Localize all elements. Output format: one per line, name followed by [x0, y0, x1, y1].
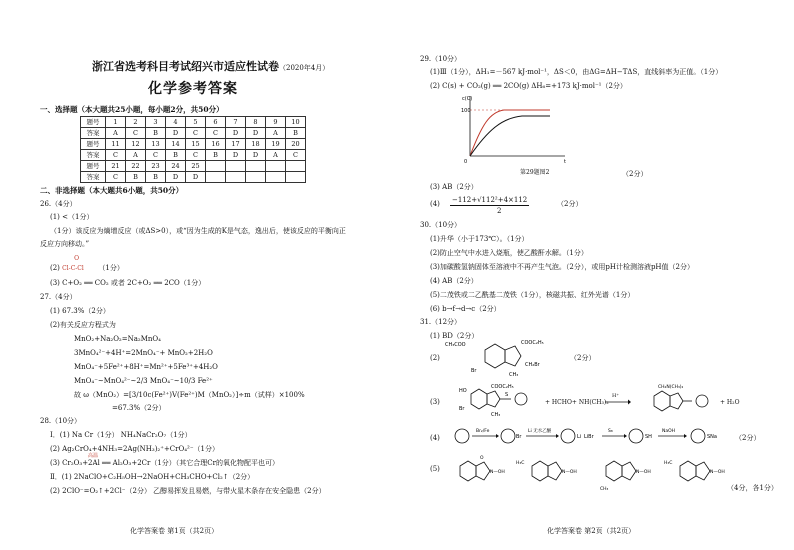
answer-cell — [286, 161, 306, 172]
graph-curve-new — [470, 110, 550, 156]
q31-title: 31.（12分） — [420, 318, 462, 326]
answer-table-row — [81, 161, 306, 172]
isomer-4 — [664, 460, 725, 481]
answer-cell: 5 — [186, 117, 206, 128]
answer-cell: B — [146, 172, 166, 183]
footer-left: 化学答案卷 第1页（共2页） — [130, 527, 219, 535]
answer-cell: C — [146, 150, 166, 161]
q31-structure-5 — [450, 452, 740, 492]
q28-line4: Ⅱ．(1) 2NaClO+C₂H₅OH→2NaOH+CH₃CHO+Cl₂↑（2分） — [50, 473, 255, 481]
graph-curve-original — [470, 116, 550, 156]
iso3-me: CH₃ — [600, 487, 609, 492]
q31-line2: (2) — [430, 354, 440, 362]
q31-line5-score: （4分，各1分） — [727, 484, 778, 492]
q31-structure-3b — [632, 382, 732, 420]
answer-cell — [286, 172, 306, 183]
answer-cell: B — [166, 150, 186, 161]
q31-line4-score: （2分） — [735, 434, 761, 442]
answer-cell: C — [286, 150, 306, 161]
answer-cell: 11 — [106, 139, 126, 150]
route-label-2: SH — [645, 434, 652, 440]
answer-cell: 12 — [126, 139, 146, 150]
answer-cell: B — [206, 150, 226, 161]
route-step-2: LiBr — [584, 434, 594, 440]
q27-line2: (2)有关反应方程式为 — [50, 321, 116, 329]
iso4-me: H₃C — [664, 461, 673, 466]
q30-line4: (4) AB（2分） — [430, 277, 478, 285]
footer-right: 化学答案卷 第2页（共2页） — [547, 527, 636, 535]
q26-title: 26.（4分） — [40, 200, 77, 208]
answer-cell: D — [246, 150, 266, 161]
q31-line3-reagents: + HCHO+ NH(CH₃)₂ — [545, 399, 609, 406]
q30-line5: (5)二茂铁或二乙酰基二茂铁（1分），核磁共振、红外光谱（1分） — [430, 291, 635, 299]
answer-cell: A — [106, 128, 126, 139]
q30-line6: (6) b→f→d→c（2分） — [430, 305, 501, 313]
answer-cell: C — [126, 128, 146, 139]
answer-cell: D — [246, 128, 266, 139]
graph-x-label: t — [564, 159, 566, 165]
answer-cell: 10 — [286, 117, 306, 128]
q26-line3: 反应方向移动。” — [40, 240, 90, 248]
answer-cell: 24 — [166, 161, 186, 172]
answer-cell: 8 — [246, 117, 266, 128]
q27-eq3: MnO₄⁻+5Fe²⁺+8H⁺=Mn²⁺+5Fe³⁺+4H₂O — [74, 363, 218, 371]
answer-cell: 17 — [226, 139, 246, 150]
s3-label-2: Br — [459, 406, 465, 412]
iso4-n: N—OH — [710, 470, 725, 475]
answer-cell: 19 — [266, 139, 286, 150]
answer-cell: 23 — [146, 161, 166, 172]
q30-line3: (3)加碳酸氢钠固体至溶液中不再产生气泡。（2分），或用pH计检测溶液pH值（2分） — [430, 263, 694, 271]
q31-line3-catalyst: H⁺ — [612, 393, 619, 399]
answer-cell: 3 — [146, 117, 166, 128]
s2-label-1: COOC₂H₅ — [521, 340, 544, 346]
q31-line3: (3) — [430, 398, 440, 406]
s2-label-3: CH₂Br — [525, 362, 540, 368]
route-label-0: Br — [516, 434, 522, 440]
q29-line4-label: (4) — [430, 200, 440, 208]
section1-heading: 一、选择题（本大题共25小题，每小题2分，共50分） — [40, 105, 224, 114]
answer-cell: 1 — [106, 117, 126, 128]
q27-eq4: MnO₄⁻~MnO₄²⁻~2/3 MnO₄⁻~10/3 Fe²⁺ — [74, 377, 213, 385]
q31-line3-product: + H₂O — [720, 399, 740, 406]
s2-label-0: CH₃COO — [445, 342, 466, 348]
q30-title: 30.（10分） — [420, 221, 462, 229]
route-label-1: Li — [577, 434, 582, 440]
q27-formula: 故 ω（MnO₂）=[3/10c(Fe²⁺)V(Fe²⁺)M（MnO₂）]÷m（试样）×100% — [74, 391, 305, 399]
answer-cell — [246, 161, 266, 172]
q31-line4: (4) — [430, 434, 440, 442]
answer-cell: B — [126, 172, 146, 183]
answer-row-label: 题号 — [81, 117, 106, 128]
reaction-arrow-3 — [604, 398, 632, 406]
s3-label-4: S — [505, 392, 509, 398]
graph-y-label: c(C) — [462, 96, 473, 102]
isomer-2 — [516, 460, 577, 481]
answer-cell: A — [266, 128, 286, 139]
answer-cell: 25 — [186, 161, 206, 172]
q30-line1: (1)升华（小于173℃）。（1分） — [430, 235, 529, 243]
q28-line5: (2) 2ClO⁻=O₂↑+2Cl⁻（2分） 乙醇易挥发且易燃，与带火星木条存在安全隐患（2分） — [50, 487, 326, 495]
answer-cell — [246, 172, 266, 183]
answer-row-label: 题号 — [81, 139, 106, 150]
q29-graph — [460, 94, 570, 166]
answer-table-row — [81, 128, 306, 139]
answer-cell: 14 — [166, 139, 186, 150]
s2-label-4: CH₃ — [509, 372, 519, 378]
answer-cell: B — [286, 128, 306, 139]
q31-route-4 — [450, 424, 740, 448]
answer-cell: C — [106, 150, 126, 161]
isomer-1 — [460, 455, 505, 481]
answer-cell: D — [166, 172, 186, 183]
answer-table-row — [81, 139, 306, 150]
route-step-1: Li 无水乙醚 — [528, 429, 552, 434]
answer-row-label: 答案 — [81, 172, 106, 183]
q28-title: 28.（10分） — [40, 417, 82, 425]
route-label-3: SNa — [707, 434, 717, 440]
q27-result: =67.3%（2分） — [112, 404, 166, 412]
q29-numerator: −112+√112²+4×112 — [452, 196, 528, 204]
answer-cell: A — [126, 150, 146, 161]
answer-cell: 15 — [186, 139, 206, 150]
answer-cell: B — [146, 128, 166, 139]
q29-title: 29.（10分） — [420, 55, 462, 63]
answer-cell: D — [226, 128, 246, 139]
answer-cell — [266, 172, 286, 183]
answer-table — [80, 116, 306, 183]
answer-table-row — [81, 117, 306, 128]
answer-cell: C — [186, 150, 206, 161]
q27-eq1: MnO₂+Na₂O₂=Na₂MnO₄ — [74, 335, 161, 343]
iso1-n: N—OH — [490, 470, 505, 475]
q26-line1: (1) <（1分） — [50, 213, 94, 221]
exam-date: （2020年4月） — [279, 64, 330, 72]
q31-structure-3a — [445, 382, 545, 420]
answer-cell: 2 — [126, 117, 146, 128]
answer-cell — [226, 172, 246, 183]
q27-title: 27.（4分） — [40, 293, 77, 301]
answer-cell: D — [166, 128, 186, 139]
answer-cell: C — [106, 172, 126, 183]
q29-line2: (2) C(s) + CO₂(g) ══ 2CO(g) ΔH₆=+173 kJ·mol⁻¹（2分） — [430, 82, 627, 90]
carbonyl-oxygen: O — [74, 255, 80, 262]
q28-line2: (2) Ag₂CrO₄+4NH₃=2Ag(NH₃)₂⁺+CrO₄²⁻（1分） — [50, 445, 220, 453]
section2-heading: 二、非选择题（本大题共6小题，共50分） — [40, 186, 184, 195]
answer-row-label: 答案 — [81, 128, 106, 139]
answer-cell: A — [266, 150, 286, 161]
graph-tick-100: 100 — [461, 108, 471, 114]
answer-cell — [206, 161, 226, 172]
answer-cell: D — [226, 150, 246, 161]
q31-line5: (5) — [430, 465, 440, 473]
isomer-3 — [600, 461, 651, 492]
route-step-0: Br₂/Fe — [476, 429, 490, 434]
q26-line4: (2) O Cl-C-Cl （1分） — [50, 255, 124, 272]
answer-cell — [206, 172, 226, 183]
route-step-3: S₈ — [608, 429, 613, 434]
answer-cell: C — [186, 128, 206, 139]
q28-line1: Ⅰ．(1) Na Cr（1分） NH₄NaCr₂O₇（1分） — [50, 431, 192, 439]
s3-label-1: COOC₂H₅ — [491, 384, 514, 390]
answer-cell: 4 — [166, 117, 186, 128]
s3-label-0: HO — [459, 388, 467, 394]
page-title: 化学参考答案 — [148, 81, 238, 97]
answer-cell: C — [206, 128, 226, 139]
exam-title: 浙江省选考科目考试绍兴市适应性试卷（2020年4月） — [92, 60, 330, 73]
answer-cell — [226, 161, 246, 172]
answer-table-row — [81, 172, 306, 183]
q31-line1: (1) BD（2分） — [430, 332, 479, 340]
q27-eq2: 3MnO₄²⁻+4H⁺=2MnO₄⁻+ MnO₂+2H₂O — [74, 349, 213, 357]
iso2-n: N—OH — [562, 470, 577, 475]
q30-line2: (2)防止空气中水进入烧瓶，使乙酸酐水解。（1分） — [430, 249, 588, 257]
answer-cell: 16 — [206, 139, 226, 150]
answer-cell: 18 — [246, 139, 266, 150]
graph-caption: 第29题图2 — [520, 169, 550, 176]
answer-cell: 6 — [206, 117, 226, 128]
q29-line1: (1)Ⅲ（1分），ΔH₁=－567 kJ·mol⁻¹，ΔS＜0，由ΔG=ΔH−TΔS，直线斜率为正值。（1分） — [430, 68, 723, 76]
answer-cell: D — [186, 172, 206, 183]
q29-line3: (3) AB（2分） — [430, 183, 478, 191]
answer-row-label: 题号 — [81, 161, 106, 172]
s3-label-3: CH₃ — [491, 412, 501, 418]
s3b-label-5: CH₂N(CH₃)₂ — [658, 385, 684, 390]
answer-cell: 22 — [126, 161, 146, 172]
graph-origin: 0 — [464, 159, 468, 165]
q29-line4-score: （2分） — [557, 200, 583, 208]
answer-cell: 7 — [226, 117, 246, 128]
route-step-4: NaOH — [662, 429, 676, 434]
q26-line2: （1分）该反应为熵增反应（或ΔS>0），或“因为生成的K是气态，逸出后，使该反应的平衡向正 — [50, 227, 346, 235]
s2-label-2: Br — [471, 368, 477, 374]
q28-line3: (3) Cr₂O₃+2Al ══ Al₂O₃+2Cr（1分）（其它合理Cr的氧化物配平也可） — [50, 459, 280, 467]
answer-cell: 13 — [146, 139, 166, 150]
q31-structure-2 — [445, 336, 565, 380]
phosgene-structure: Cl-C-Cl — [62, 265, 84, 272]
answer-cell: 9 — [266, 117, 286, 128]
answer-cell — [266, 161, 286, 172]
answer-row-label: 答案 — [81, 150, 106, 161]
iso3-n: N—OH — [636, 470, 651, 475]
q27-line1: (1) 67.3%（2分） — [50, 307, 110, 315]
answer-cell: 20 — [286, 139, 306, 150]
iso2-me: H₃C — [516, 461, 525, 466]
answer-table-row — [81, 150, 306, 161]
q26-line5: (3) C+O₂ ══ CO₂ 或者 2C+O₂ ══ 2CO（1分） — [50, 279, 206, 287]
q28-condition: 高温 — [88, 453, 99, 459]
q29-graph-score: （2分） — [622, 170, 648, 178]
iso1-o: O — [480, 456, 484, 461]
answer-cell: 21 — [106, 161, 126, 172]
q29-denominator: 2 — [497, 207, 502, 215]
q31-line2-score: （2分） — [570, 354, 596, 362]
